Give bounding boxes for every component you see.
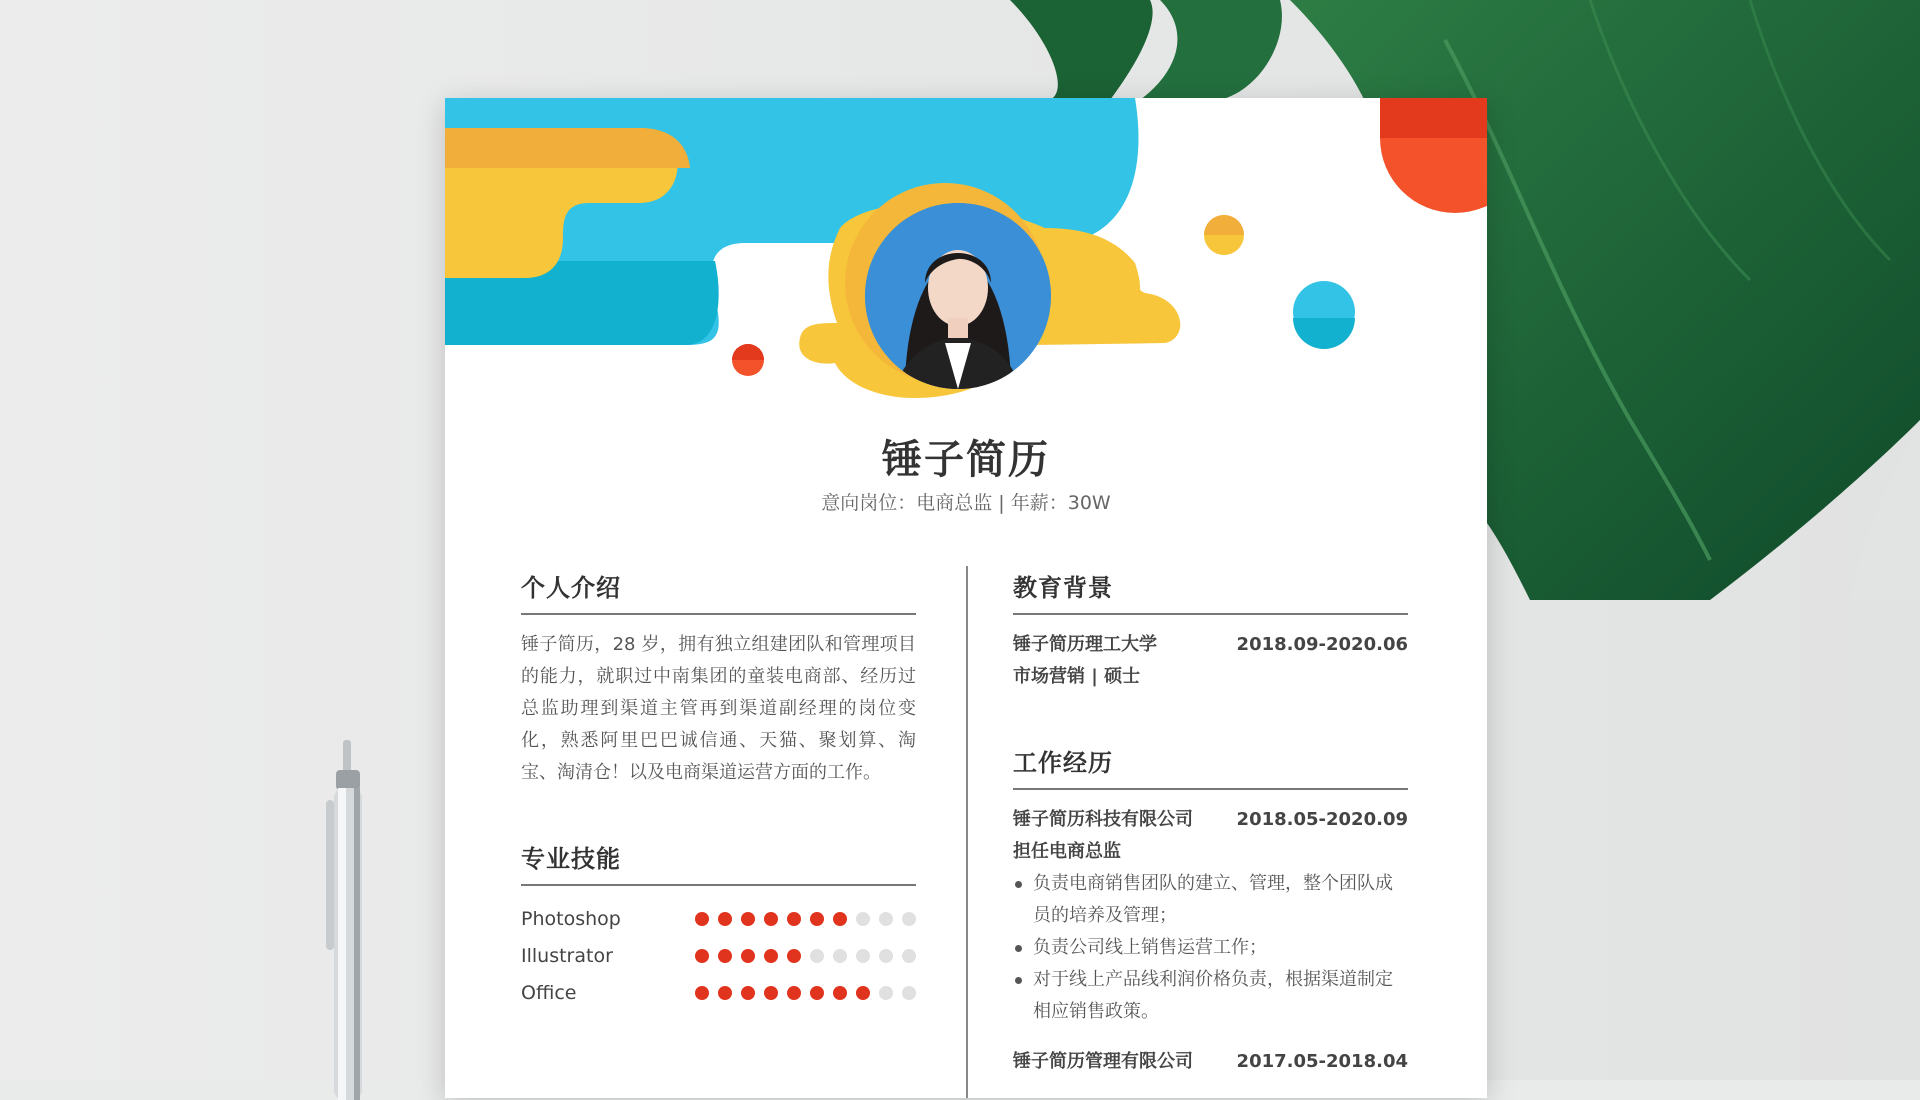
skill-name: Photoshop xyxy=(521,907,621,930)
rating-dot-filled xyxy=(856,986,870,1000)
rating-dot-filled xyxy=(741,986,755,1000)
job-header xyxy=(1013,1046,1408,1078)
skill-row xyxy=(521,974,916,1011)
column-divider xyxy=(966,566,968,1098)
job-duties xyxy=(1013,868,1408,1028)
rating-dot-filled xyxy=(764,949,778,963)
rating-dot-empty xyxy=(879,986,893,1000)
school-name: 锤子简历理工大学 xyxy=(1013,634,1157,655)
rating-dot-filled xyxy=(695,986,709,1000)
duty-item: 负责公司线上销售运营工作； xyxy=(1013,932,1408,964)
resume-page xyxy=(445,98,1487,1098)
skill-rating xyxy=(695,949,916,963)
job-header xyxy=(1013,804,1408,836)
rating-dot-filled xyxy=(764,986,778,1000)
rating-dot-filled xyxy=(787,986,801,1000)
skill-rating xyxy=(695,912,916,926)
avatar xyxy=(865,203,1051,389)
rating-dot-empty xyxy=(833,949,847,963)
skill-row xyxy=(521,937,916,974)
avatar-portrait xyxy=(865,203,1051,389)
rating-dot-filled xyxy=(810,912,824,926)
rating-dot-empty xyxy=(856,912,870,926)
skill-rating xyxy=(695,986,916,1000)
section-title-work: 工作经历 xyxy=(1013,743,1408,790)
rating-dot-empty xyxy=(902,912,916,926)
rating-dot-empty xyxy=(810,949,824,963)
rating-dot-filled xyxy=(833,986,847,1000)
job-intention: 意向岗位：电商总监 | 年薪：30W xyxy=(821,492,1111,514)
job-dates: 2018.05-2020.09 xyxy=(1236,809,1408,830)
skills-list xyxy=(521,900,916,1011)
left-column xyxy=(521,568,916,1011)
rating-dot-empty xyxy=(902,986,916,1000)
skill-name: Office xyxy=(521,981,577,1004)
job-dates: 2017.05-2018.04 xyxy=(1236,1051,1408,1072)
rating-dot-filled xyxy=(787,912,801,926)
rating-dot-empty xyxy=(902,949,916,963)
rating-dot-filled xyxy=(718,912,732,926)
rating-dot-filled xyxy=(787,949,801,963)
section-title-intro: 个人介绍 xyxy=(521,568,916,615)
job-role: 担任电商总监 xyxy=(1013,841,1121,862)
company-name: 锤子简历管理有限公司 xyxy=(1013,1051,1193,1072)
education-major-row xyxy=(1013,661,1408,693)
duty-item: 负责电商销售团队的建立、管理，整个团队成员的培养及管理； xyxy=(1013,868,1408,932)
pen-decoration xyxy=(316,740,376,1100)
rating-dot-filled xyxy=(695,949,709,963)
rating-dot-filled xyxy=(810,986,824,1000)
rating-dot-filled xyxy=(718,949,732,963)
right-column xyxy=(1013,568,1408,1078)
section-title-education: 教育背景 xyxy=(1013,568,1408,615)
skill-name: Illustrator xyxy=(521,944,613,967)
rating-dot-empty xyxy=(856,949,870,963)
skill-row xyxy=(521,900,916,937)
education-dates: 2018.09-2020.06 xyxy=(1236,634,1408,655)
rating-dot-empty xyxy=(879,912,893,926)
major-degree: 市场营销 | 硕士 xyxy=(1013,666,1141,687)
job-role-row xyxy=(1013,836,1408,868)
candidate-name: 锤子简历 xyxy=(882,437,1050,483)
rating-dot-filled xyxy=(741,912,755,926)
rating-dot-filled xyxy=(741,949,755,963)
company-name: 锤子简历科技有限公司 xyxy=(1013,809,1193,830)
duty-item: 对于线上产品线利润价格负责，根据渠道制定相应销售政策。 xyxy=(1013,964,1408,1028)
section-title-skills: 专业技能 xyxy=(521,839,916,886)
rating-dot-empty xyxy=(879,949,893,963)
education-row xyxy=(1013,629,1408,661)
intro-text: 锤子简历，28 岁，拥有独立组建团队和管理项目的能力，就职过中南集团的童装电商部、经历过总监助理到渠道主管再到渠道副经理的岗位变化，熟悉阿里巴巴诚信通、天猫、聚划算、淘宝、淘清仓！以及电商渠道运营方面的工作。 xyxy=(521,634,916,783)
rating-dot-filled xyxy=(833,912,847,926)
rating-dot-filled xyxy=(718,986,732,1000)
rating-dot-filled xyxy=(695,912,709,926)
rating-dot-filled xyxy=(764,912,778,926)
